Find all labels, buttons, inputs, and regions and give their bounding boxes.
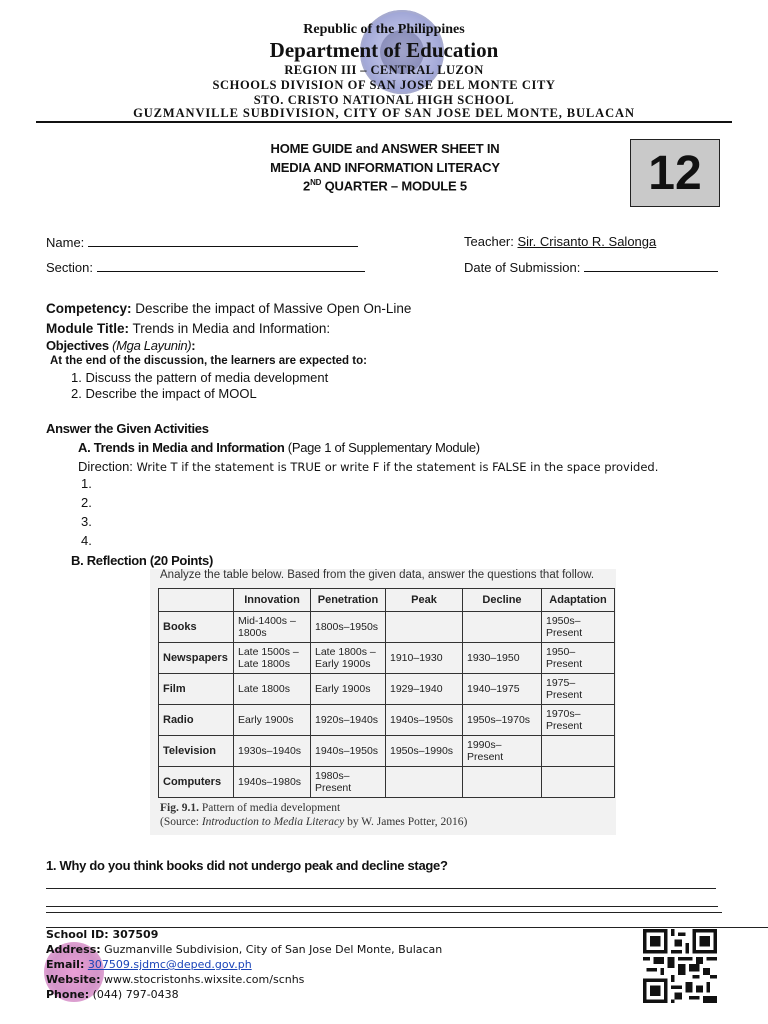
guide-title-line3: 2ND QUARTER – MODULE 5	[303, 178, 467, 194]
table-header: Adaptation	[542, 589, 615, 612]
table-cell: 1940–1975	[463, 674, 542, 705]
table-header-row	[159, 589, 615, 612]
table-row	[159, 643, 615, 674]
table-cell: 1930s–1940s	[234, 736, 311, 767]
table-row-header: Computers	[159, 767, 234, 798]
answer-number-1[interactable]: 1.	[81, 476, 92, 491]
answer-line[interactable]	[46, 912, 722, 913]
table-cell: 1975– Present	[542, 674, 615, 705]
table-row	[159, 612, 615, 643]
question-1: 1. Why do you think books did not undergo peak and decline stage?	[46, 858, 448, 873]
republic-line: Republic of the Philippines	[303, 22, 465, 37]
table-cell: Early 1900s	[311, 674, 386, 705]
website-link[interactable]: www.stocristonhs.wixsite.com/scnhs	[100, 973, 305, 986]
figure-caption: Fig. 9.1. Pattern of media development (Source: Introduction to Media Literacy by W. James Potter, 2016)	[160, 802, 468, 828]
activity-b-heading: B. Reflection (20 Points)	[71, 553, 214, 568]
table-cell	[542, 767, 615, 798]
table-cell: Mid-1400s – 1800s	[234, 612, 311, 643]
submission-date-field[interactable]	[464, 259, 718, 275]
table-cell: 1930–1950	[463, 643, 542, 674]
media-development-table	[158, 588, 615, 798]
table-cell: 1940s–1980s	[234, 767, 311, 798]
department-title: Department of Education	[269, 38, 499, 62]
objectives-heading: Objectives (Mga Layunin):	[46, 338, 196, 353]
table-header	[159, 589, 234, 612]
module-title: Module Title: Trends in Media and Information:	[46, 321, 331, 336]
division-line: SCHOOLS DIVISION OF SAN JOSE DEL MONTE CITY	[212, 78, 556, 92]
table-cell: 1980s– Present	[311, 767, 386, 798]
footer-address: Address: Guzmanville Subdivision, City of San Jose Del Monte, Bulacan	[46, 943, 443, 956]
table-cell: Late 1800s – Early 1900s	[311, 643, 386, 674]
name-label: Name:	[46, 235, 85, 250]
objectives-intro: At the end of the discussion, the learners are expected to:	[50, 355, 367, 367]
school-id: School ID: 307509	[46, 928, 159, 941]
email-link[interactable]: 307509.sjdmc@deped.gov.ph	[87, 958, 252, 971]
teacher-label: Teacher:	[464, 234, 514, 249]
objective-item-2: 2. Describe the impact of MOOL	[71, 386, 257, 401]
table-cell: 1940s–1950s	[386, 705, 463, 736]
table-header: Peak	[386, 589, 463, 612]
table-row-header: Film	[159, 674, 234, 705]
table-cell: Late 1500s – Late 1800s	[234, 643, 311, 674]
table-row-header: Television	[159, 736, 234, 767]
teacher-field	[464, 234, 656, 249]
table-cell: 1910–1930	[386, 643, 463, 674]
table-cell	[542, 736, 615, 767]
table-cell	[463, 612, 542, 643]
name-blank[interactable]	[88, 234, 358, 247]
table-row	[159, 674, 615, 705]
grade-level-box: 12	[630, 139, 720, 207]
table-row-header: Newspapers	[159, 643, 234, 674]
answer-number-2[interactable]: 2.	[81, 495, 92, 510]
activities-heading: Answer the Given Activities	[46, 421, 209, 436]
table-cell: 1970s– Present	[542, 705, 615, 736]
answer-number-4[interactable]: 4.	[81, 533, 92, 548]
section-field[interactable]	[46, 259, 365, 275]
table-row-header: Books	[159, 612, 234, 643]
table-cell: 1950– Present	[542, 643, 615, 674]
school-address: GUZMANVILLE SUBDIVISION, CITY OF SAN JOSE DEL MONTE, BULACAN	[133, 106, 635, 120]
teacher-name: Sir. Crisanto R. Salonga	[517, 234, 657, 249]
guide-title-line2: MEDIA AND INFORMATION LITERACY	[270, 160, 500, 175]
table-intro: Analyze the table below. Based from the given data, answer the questions that follow.	[160, 569, 595, 581]
section-label: Section:	[46, 260, 93, 275]
table-header: Innovation	[234, 589, 311, 612]
name-field[interactable]	[46, 234, 358, 250]
submission-date-label: Date of Submission:	[464, 260, 581, 275]
qr-code-icon	[641, 929, 719, 1003]
table-row	[159, 736, 615, 767]
table-cell: 1950s–1990s	[386, 736, 463, 767]
footer-contact	[46, 927, 442, 1002]
table-row	[159, 705, 615, 736]
table-cell: 1940s–1950s	[311, 736, 386, 767]
table-cell: Late 1800s	[234, 674, 311, 705]
table-cell	[463, 767, 542, 798]
table-header: Penetration	[311, 589, 386, 612]
objective-item-1: 1. Discuss the pattern of media development	[71, 370, 329, 385]
guide-title-line1: HOME GUIDE and ANSWER SHEET IN	[270, 141, 500, 156]
direction-text: Direction: Write T if the statement is TRUE or write F if the statement is FALSE in the space provided.	[78, 459, 659, 474]
footer-website: Website: www.stocristonhs.wixsite.com/scnhs	[46, 973, 305, 986]
competency: Competency: Describe the impact of Massive Open On-Line	[46, 301, 412, 316]
answer-line[interactable]	[46, 906, 718, 907]
header-divider	[36, 121, 732, 123]
submission-date-blank[interactable]	[584, 259, 718, 272]
table-cell: 1950s–1970s	[463, 705, 542, 736]
table-cell: 1929–1940	[386, 674, 463, 705]
table-cell: Early 1900s	[234, 705, 311, 736]
table-cell	[386, 767, 463, 798]
table-row-header: Radio	[159, 705, 234, 736]
table-cell: 1920s–1940s	[311, 705, 386, 736]
region-line: REGION III – CENTRAL LUZON	[284, 63, 484, 77]
table-header: Decline	[463, 589, 542, 612]
table-row	[159, 767, 615, 798]
answer-number-3[interactable]: 3.	[81, 514, 92, 529]
table-cell: 1990s– Present	[463, 736, 542, 767]
footer-email: Email: 307509.sjdmc@deped.gov.ph	[46, 958, 252, 971]
table-cell: 1800s–1950s	[311, 612, 386, 643]
table-cell: 1950s– Present	[542, 612, 615, 643]
footer-phone: Phone: (044) 797-0438	[46, 988, 179, 1001]
answer-line[interactable]	[46, 888, 716, 889]
table-cell	[386, 612, 463, 643]
section-blank[interactable]	[97, 259, 365, 272]
school-name: STO. CRISTO NATIONAL HIGH SCHOOL	[253, 93, 515, 107]
activity-a-heading: A. Trends in Media and Information (Page 1 of Supplementary Module)	[78, 440, 480, 455]
